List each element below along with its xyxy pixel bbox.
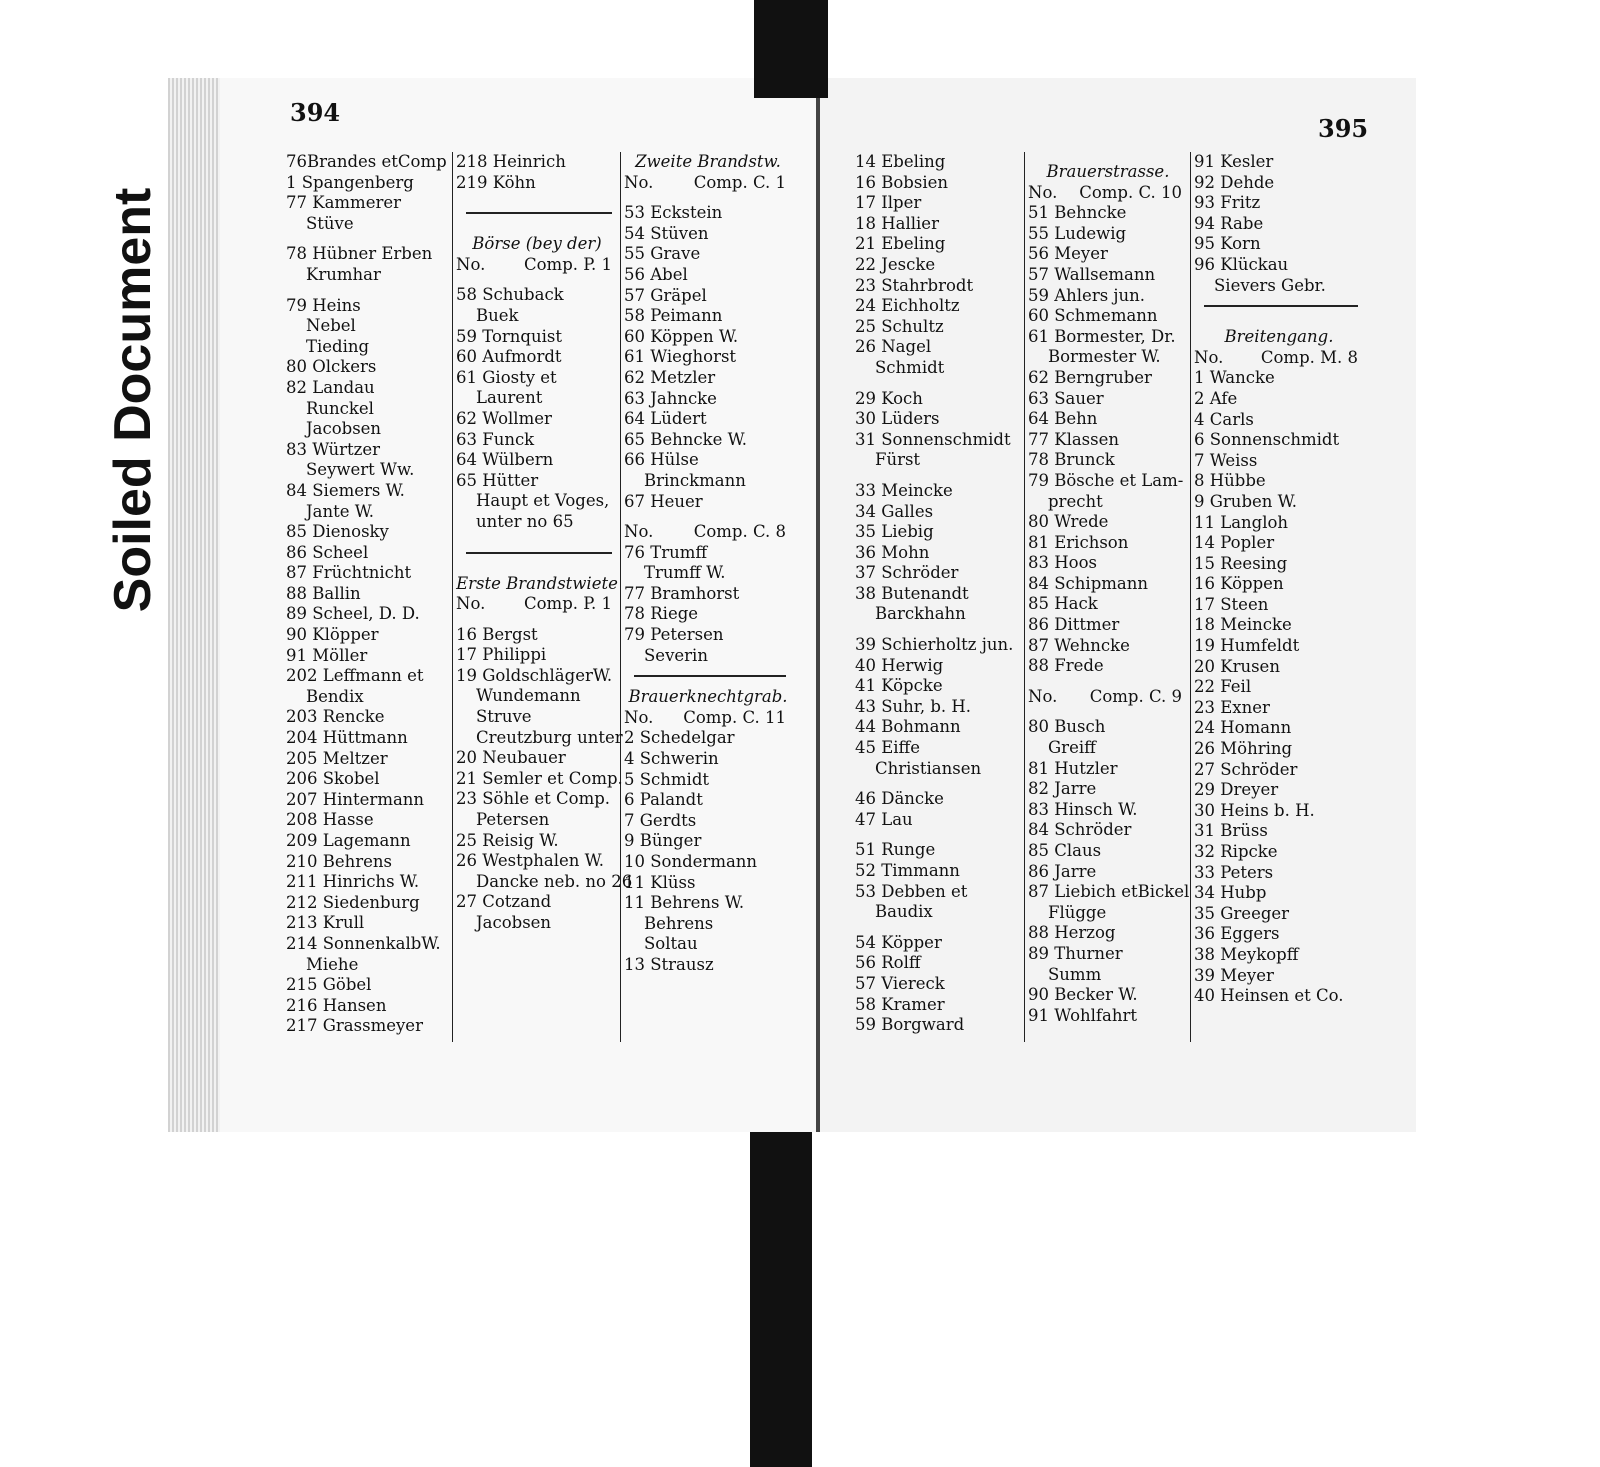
directory-entry: 88 Frede xyxy=(1028,656,1104,676)
directory-entry: 8 Hübbe xyxy=(1194,471,1266,491)
directory-entry: 85 Hack xyxy=(1028,594,1098,614)
directory-entry: 2 Schedelgar xyxy=(624,728,735,748)
directory-entry: 63 Jahncke xyxy=(624,388,717,408)
directory-entry: 205 Meltzer xyxy=(286,748,388,768)
company-code: Comp. M. 8 xyxy=(1260,347,1358,367)
street-heading: Breitengang. xyxy=(1224,327,1334,347)
directory-entry: 82 Jarre xyxy=(1028,779,1097,799)
directory-entry: 86 Scheel xyxy=(286,542,369,562)
continuation-entry: Creutzburg unter xyxy=(476,727,623,747)
continuation-entry: Krumhar xyxy=(306,264,381,284)
directory-entry: 84 Siemers W. xyxy=(286,480,405,500)
column-divider xyxy=(1024,152,1025,1042)
directory-entry: 64 Wülbern xyxy=(456,450,554,470)
continuation-entry: unter no 65 xyxy=(476,511,574,531)
directory-entry: 40 Herwig xyxy=(855,655,944,675)
directory-entry: 207 Hintermann xyxy=(286,789,425,809)
directory-entry: 39 Schierholtz jun. xyxy=(855,635,1014,655)
continuation-entry: Summ xyxy=(1048,964,1102,984)
company-code: Comp. C. 9 xyxy=(1089,686,1182,706)
side-label-text: Soiled Document xyxy=(103,187,162,613)
directory-entry: 91 Möller xyxy=(286,645,368,665)
directory-entry: 96 Klückau xyxy=(1194,254,1289,274)
directory-entry: 91 Wohlfahrt xyxy=(1028,1005,1138,1025)
directory-entry: 44 Bohmann xyxy=(855,717,961,737)
directory-entry: 26 Möhring xyxy=(1194,739,1293,759)
directory-entry: 208 Hasse xyxy=(286,810,374,830)
continuation-entry: Barckhahn xyxy=(875,604,966,624)
directory-entry: 95 Korn xyxy=(1194,234,1261,254)
company-header xyxy=(456,594,618,615)
spacer xyxy=(456,224,618,234)
left-page-number: 394 xyxy=(290,98,341,127)
company-header xyxy=(1028,183,1188,204)
directory-entry: 80 Olckers xyxy=(286,357,377,377)
page-edge xyxy=(168,78,220,1132)
directory-entry: 76 Trumff xyxy=(624,542,708,562)
spacer xyxy=(855,471,1020,481)
directory-entry: 34 Hubp xyxy=(1194,883,1267,903)
directory-entry: 5 Schmidt xyxy=(624,769,710,789)
continuation-entry: Buek xyxy=(476,305,519,325)
directory-entry: 59 Tornquist xyxy=(456,326,562,346)
directory-entry: 23 Söhle et Comp. xyxy=(456,789,611,809)
directory-entry: 22 Feil xyxy=(1194,677,1252,697)
directory-entry: 11 Langloh xyxy=(1194,512,1289,532)
directory-entry: 93 Fritz xyxy=(1194,193,1261,213)
continuation-entry: Fürst xyxy=(875,450,921,470)
directory-entry: 26 Nagel xyxy=(855,337,932,357)
directory-entry: 92 Dehde xyxy=(1194,172,1275,192)
directory-entry: 214 SonnenkalbW. xyxy=(286,933,441,953)
continuation-entry: Christiansen xyxy=(875,758,982,778)
directory-entry: 41 Köpcke xyxy=(855,676,943,696)
directory-entry: 86 Dittmer xyxy=(1028,615,1120,635)
column-4 xyxy=(855,152,1020,1036)
directory-entry: 217 Grassmeyer xyxy=(286,1016,423,1036)
directory-entry: 216 Hansen xyxy=(286,995,387,1015)
directory-entry: 14 Ebeling xyxy=(855,152,946,171)
directory-entry: 51 Behncke xyxy=(1028,203,1127,223)
continuation-entry: Bormester W. xyxy=(1048,347,1161,367)
directory-entry: 9 Gruben W. xyxy=(1194,491,1297,511)
continuation-entry: Baudix xyxy=(875,902,933,922)
directory-entry: 66 Hülse xyxy=(624,450,699,470)
spacer xyxy=(855,379,1020,389)
directory-entry: 54 Stüven xyxy=(624,223,709,243)
directory-entry: 23 Stahrbrodt xyxy=(855,275,974,295)
directory-entry: 13 Strausz xyxy=(624,954,714,974)
directory-entry: 58 Kramer xyxy=(855,994,945,1014)
spacer xyxy=(456,615,618,625)
directory-entry: 60 Schmemann xyxy=(1028,306,1158,326)
directory-entry: 52 Timmann xyxy=(855,861,960,880)
directory-entry: 16 Bergst xyxy=(456,624,538,644)
column-1 xyxy=(286,152,448,1037)
continuation-entry: Behrens xyxy=(644,913,714,933)
directory-entry: 17 Philippi xyxy=(456,645,547,665)
continuation-entry: Flügge xyxy=(1048,902,1107,922)
continuation-entry: Severin xyxy=(644,645,708,665)
continuation-entry: Jacobsen xyxy=(476,913,552,932)
directory-entry: 56 Meyer xyxy=(1028,244,1108,264)
directory-entry: 83 Hinsch W. xyxy=(1028,799,1138,819)
company-header xyxy=(1028,687,1188,708)
directory-entry: 29 Dreyer xyxy=(1194,780,1279,800)
directory-entry: 85 Dienosky xyxy=(286,522,389,542)
directory-entry: 215 Göbel xyxy=(286,975,372,995)
continuation-entry: Brinckmann xyxy=(644,470,746,490)
directory-entry: 56 Rolff xyxy=(855,953,921,973)
spacer xyxy=(456,193,618,203)
directory-entry: 90 Klöpper xyxy=(286,625,379,645)
company-no-label: No. xyxy=(1028,686,1058,706)
directory-entry: 6 Palandt xyxy=(624,790,703,810)
section-rule xyxy=(1204,305,1358,307)
directory-entry: 16 Bobsien xyxy=(855,172,948,192)
directory-entry: 56 Abel xyxy=(624,264,688,284)
continuation-entry: Jante W. xyxy=(306,501,375,521)
company-no-label: No. xyxy=(624,522,654,542)
directory-entry: 76Brandes etComp xyxy=(286,152,447,171)
directory-entry: 211 Hinrichs W. xyxy=(286,872,420,892)
directory-entry: 88 Herzog xyxy=(1028,923,1116,943)
directory-entry: 40 Heinsen et Co. xyxy=(1194,986,1344,1006)
directory-entry: 77 Klassen xyxy=(1028,429,1120,449)
company-code: Comp. C. 11 xyxy=(683,707,786,727)
directory-entry: 2 Afe xyxy=(1194,388,1238,408)
directory-entry: 59 Borgward xyxy=(855,1015,965,1035)
directory-entry: 7 Weiss xyxy=(1194,450,1258,470)
directory-entry: 62 Metzler xyxy=(624,367,716,387)
directory-entry: 53 Eckstein xyxy=(624,203,723,223)
directory-entry: 30 Heins b. H. xyxy=(1194,800,1315,820)
directory-entry: 38 Meykopff xyxy=(1194,944,1299,964)
street-heading: Brauerknechtgrab. xyxy=(628,687,788,707)
directory-entry: 11 Klüss xyxy=(624,872,696,892)
directory-entry: 83 Würtzer xyxy=(286,439,381,459)
company-header xyxy=(456,255,618,276)
directory-entry: 11 Behrens W. xyxy=(624,893,745,913)
directory-entry: 24 Eichholtz xyxy=(855,296,960,316)
directory-entry: 88 Ballin xyxy=(286,583,361,603)
directory-entry: 30 Lüders xyxy=(855,409,940,429)
spacer xyxy=(1028,707,1188,717)
book-gutter xyxy=(816,78,820,1132)
company-header xyxy=(624,522,792,543)
directory-entry: 9 Bünger xyxy=(624,831,702,851)
directory-entry: 67 Heuer xyxy=(624,491,703,511)
directory-entry: 16 Köppen xyxy=(1194,574,1284,594)
spacer xyxy=(456,533,618,543)
directory-entry: 84 Schipmann xyxy=(1028,573,1148,593)
directory-entry: 19 GoldschlägerW. xyxy=(456,665,613,685)
directory-entry: 20 Neubauer xyxy=(456,748,566,768)
company-no-label: No. xyxy=(456,254,486,274)
directory-entry: 83 Hoos xyxy=(1028,553,1097,573)
directory-entry: 206 Skobel xyxy=(286,769,380,789)
directory-entry: 78 Riege xyxy=(624,604,699,624)
continuation-entry: Miehe xyxy=(306,954,359,974)
directory-entry: 89 Scheel, D. D. xyxy=(286,604,420,624)
company-no-label: No. xyxy=(624,707,654,727)
spacer xyxy=(624,512,792,522)
directory-entry: 82 Landau xyxy=(286,377,375,397)
directory-entry: 57 Viereck xyxy=(855,973,945,993)
directory-entry: 33 Peters xyxy=(1194,862,1274,882)
column-divider xyxy=(620,152,621,1042)
directory-entry: 27 Cotzand xyxy=(456,892,552,912)
right-page-number: 395 xyxy=(1318,114,1369,143)
directory-entry: 62 Wollmer xyxy=(456,408,552,428)
directory-entry: 1 Spangenberg xyxy=(286,172,414,192)
directory-entry: 77 Bramhorst xyxy=(624,583,740,603)
continuation-entry: Laurent xyxy=(476,388,543,408)
directory-entry: 37 Schröder xyxy=(855,563,959,583)
spacer xyxy=(855,779,1020,789)
directory-entry: 64 Lüdert xyxy=(624,409,707,429)
directory-entry: 39 Meyer xyxy=(1194,965,1274,985)
spacer xyxy=(1194,317,1364,327)
directory-entry: 94 Rabe xyxy=(1194,213,1264,233)
continuation-entry: Struve xyxy=(476,707,532,727)
continuation-entry: Petersen xyxy=(476,810,550,830)
continuation-entry: Runckel xyxy=(306,398,374,418)
directory-entry: 84 Schröder xyxy=(1028,820,1132,840)
directory-entry: 202 Leffmann et xyxy=(286,666,424,686)
company-no-label: No. xyxy=(1028,182,1058,202)
street-heading: Erste Brandstwiete xyxy=(456,573,618,593)
directory-entry: 18 Hallier xyxy=(855,213,939,233)
directory-entry: 29 Koch xyxy=(855,388,923,408)
directory-entry: 81 Hutzler xyxy=(1028,758,1118,778)
directory-entry: 80 Busch xyxy=(1028,717,1106,737)
directory-entry: 65 Hütter xyxy=(456,470,539,490)
directory-entry: 80 Wrede xyxy=(1028,512,1109,532)
directory-entry: 87 Früchtnicht xyxy=(286,563,412,583)
directory-entry: 31 Sonnenschmidt xyxy=(855,429,1011,449)
directory-entry: 219 Köhn xyxy=(456,172,536,192)
directory-entry: 24 Homann xyxy=(1194,718,1292,738)
directory-entry: 85 Claus xyxy=(1028,841,1102,860)
directory-entry: 57 Gräpel xyxy=(624,285,707,305)
directory-entry: 79 Heins xyxy=(286,295,361,315)
company-header xyxy=(1194,348,1364,369)
continuation-entry: Nebel xyxy=(306,316,356,336)
column-divider xyxy=(1190,152,1191,1042)
directory-entry: 78 Hübner Erben xyxy=(286,244,433,264)
spacer xyxy=(286,286,448,296)
directory-entry: 86 Jarre xyxy=(1028,861,1097,881)
directory-entry: 77 Kammerer xyxy=(286,193,402,213)
section-rule xyxy=(466,212,612,214)
side-label xyxy=(95,130,171,670)
directory-entry: 46 Däncke xyxy=(855,789,944,809)
directory-entry: 210 Behrens xyxy=(286,851,393,871)
directory-entry: 18 Meincke xyxy=(1194,615,1292,635)
spacer xyxy=(855,830,1020,840)
directory-entry: 4 Carls xyxy=(1194,409,1254,429)
directory-entry: 17 Steen xyxy=(1194,594,1269,614)
continuation-entry: Tieding xyxy=(306,336,370,356)
company-code: Comp. P. 1 xyxy=(523,254,612,274)
continuation-entry: Jacobsen xyxy=(306,419,382,439)
directory-entry: 79 Petersen xyxy=(624,625,724,645)
directory-entry: 43 Suhr, b. H. xyxy=(855,696,972,716)
directory-entry: 60 Köppen W. xyxy=(624,326,739,346)
directory-entry: 90 Becker W. xyxy=(1028,985,1138,1005)
directory-entry: 19 Humfeldt xyxy=(1194,636,1300,656)
continuation-entry: Trumff W. xyxy=(644,563,726,583)
directory-entry: 204 Hüttmann xyxy=(286,728,408,748)
directory-entry: 20 Krusen xyxy=(1194,656,1280,676)
directory-entry: 58 Schuback xyxy=(456,285,564,305)
directory-entry: 17 Ilper xyxy=(855,193,922,213)
directory-entry: 32 Ripcke xyxy=(1194,842,1278,861)
company-code: Comp. C. 10 xyxy=(1079,182,1182,202)
directory-entry: 31 Brüss xyxy=(1194,821,1268,841)
spacer xyxy=(855,625,1020,635)
continuation-entry: Bendix xyxy=(306,686,364,706)
street-heading: Brauerstrasse. xyxy=(1046,162,1170,181)
directory-entry: 63 Funck xyxy=(456,429,535,449)
directory-entry: 36 Mohn xyxy=(855,542,930,562)
directory-entry: 27 Schröder xyxy=(1194,759,1298,779)
directory-entry: 209 Lagemann xyxy=(286,831,411,850)
scanner-bar-bottom xyxy=(750,1132,812,1467)
spacer xyxy=(624,193,792,203)
directory-entry: 213 Krull xyxy=(286,913,365,933)
directory-entry: 87 Liebich etBickel xyxy=(1028,882,1190,902)
continuation-entry: Dancke neb. no 26 xyxy=(476,871,633,891)
directory-entry: 10 Sondermann xyxy=(624,852,758,871)
spacer xyxy=(286,234,448,244)
directory-entry: 60 Aufmordt xyxy=(456,347,562,367)
continuation-entry: Wundemann xyxy=(476,686,581,706)
directory-entry: 4 Schwerin xyxy=(624,749,719,769)
column-5 xyxy=(1028,152,1188,1026)
directory-entry: 14 Popler xyxy=(1194,533,1275,553)
section-rule xyxy=(634,675,786,677)
directory-entry: 58 Peimann xyxy=(624,306,723,326)
column-6 xyxy=(1194,152,1364,1007)
directory-entry: 34 Galles xyxy=(855,501,934,521)
continuation-entry: Haupt et Voges, xyxy=(476,491,610,511)
column-2 xyxy=(456,152,633,934)
directory-entry: 25 Reisig W. xyxy=(456,830,559,850)
directory-entry: 54 Köpper xyxy=(855,932,942,952)
directory-entry: 21 Semler et Comp. xyxy=(456,768,623,788)
directory-entry: 7 Gerdts xyxy=(624,810,697,830)
company-no-label: No. xyxy=(624,172,654,192)
directory-entry: 55 Grave xyxy=(624,244,701,264)
directory-entry: 51 Runge xyxy=(855,840,936,860)
directory-entry: 78 Brunck xyxy=(1028,450,1115,470)
directory-entry: 65 Behncke W. xyxy=(624,429,747,449)
directory-entry: 33 Meincke xyxy=(855,480,953,500)
directory-entry: 22 Jescke xyxy=(855,254,936,274)
directory-entry: 89 Thurner xyxy=(1028,943,1123,963)
street-heading: Börse (bey der) xyxy=(472,234,602,254)
directory-entry: 15 Reesing xyxy=(1194,553,1288,573)
directory-entry: 61 Wieghorst xyxy=(624,347,737,367)
continuation-entry: Greiff xyxy=(1048,738,1096,758)
continuation-entry: Sievers Gebr. xyxy=(1214,275,1326,295)
directory-entry: 212 Siedenburg xyxy=(286,892,420,912)
continuation-entry: Seywert Ww. xyxy=(306,460,415,480)
directory-entry: 47 Lau xyxy=(855,809,913,829)
spacer xyxy=(1028,152,1188,162)
column-3 xyxy=(624,152,792,976)
directory-entry: 61 Giosty et xyxy=(456,367,557,387)
directory-entry: 6 Sonnenschmidt xyxy=(1194,430,1340,450)
directory-entry: 21 Ebeling xyxy=(855,234,946,254)
directory-entry: 87 Wehncke xyxy=(1028,635,1130,655)
spacer xyxy=(456,275,618,285)
spacer xyxy=(456,564,618,574)
directory-entry: 23 Exner xyxy=(1194,697,1270,717)
spacer xyxy=(1028,677,1188,687)
company-no-label: No. xyxy=(456,594,486,614)
directory-entry: 79 Bösche et Lam- xyxy=(1028,470,1184,490)
directory-entry: 203 Rencke xyxy=(286,707,385,727)
directory-entry: 55 Ludewig xyxy=(1028,223,1127,243)
directory-entry: 1 Wancke xyxy=(1194,368,1275,388)
directory-entry: 63 Sauer xyxy=(1028,388,1104,408)
directory-entry: 35 Greeger xyxy=(1194,903,1290,923)
directory-entry: 36 Eggers xyxy=(1194,924,1280,944)
directory-entry: 61 Bormester, Dr. xyxy=(1028,326,1176,346)
directory-entry: 57 Wallsemann xyxy=(1028,264,1156,284)
column-divider xyxy=(452,152,453,1042)
continuation-entry: Schmidt xyxy=(875,357,945,377)
continuation-entry: precht xyxy=(1048,491,1103,511)
company-code: Comp. C. 1 xyxy=(693,172,786,192)
directory-entry: 35 Liebig xyxy=(855,522,934,542)
directory-entry: 59 Ahlers jun. xyxy=(1028,285,1146,305)
continuation-entry: Soltau xyxy=(644,934,698,954)
street-heading: Zweite Brandstw. xyxy=(635,152,781,171)
scanner-bar-top xyxy=(754,0,828,98)
company-code: Comp. P. 1 xyxy=(523,594,612,614)
company-header xyxy=(624,708,792,729)
directory-entry: 91 Kesler xyxy=(1194,152,1274,171)
continuation-entry: Stüve xyxy=(306,213,354,233)
directory-entry: 218 Heinrich xyxy=(456,152,566,171)
directory-entry: 53 Debben et xyxy=(855,881,968,901)
directory-entry: 62 Berngruber xyxy=(1028,367,1152,387)
company-code: Comp. C. 8 xyxy=(693,522,786,542)
company-header xyxy=(624,173,792,194)
directory-entry: 26 Westphalen W. xyxy=(456,851,604,871)
spacer xyxy=(855,923,1020,933)
company-no-label: No. xyxy=(1194,347,1224,367)
section-rule xyxy=(466,552,612,554)
directory-entry: 81 Erichson xyxy=(1028,532,1129,552)
directory-entry: 38 Butenandt xyxy=(855,583,969,603)
directory-entry: 25 Schultz xyxy=(855,316,944,336)
directory-entry: 64 Behn xyxy=(1028,409,1098,429)
directory-entry: 45 Eiffe xyxy=(855,738,921,758)
